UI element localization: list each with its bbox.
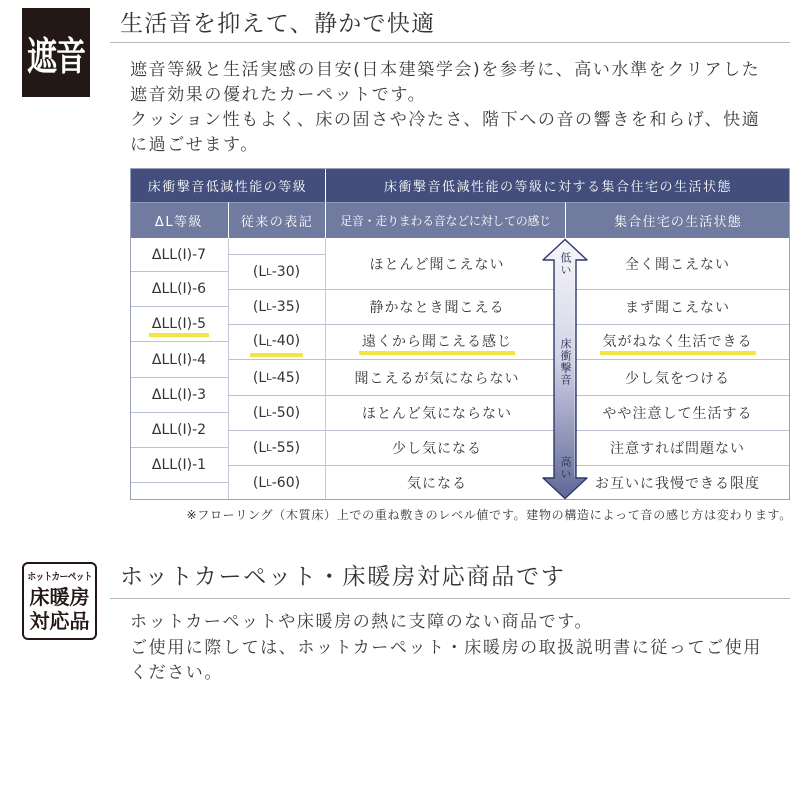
description-line: 遮音効果の優れたカーペットです。 [130,85,427,105]
living-condition-cell: まず聞こえない [565,290,790,325]
perception-cell: ほとんど聞こえない [325,238,565,290]
description-line: ご使用に際しては、ホットカーペット・床暖房の取扱説明書に従ってご使用 [130,638,762,658]
sound-insulation-badge [22,8,90,97]
badge-line-compatible: 対応品 [29,608,90,633]
legacy-notation-cell [228,325,325,360]
sound-insulation-badge-label: 遮音 [27,34,85,80]
badge-line-floor-heating: 床暖房 [29,584,90,609]
perception-value: 遠くから聞こえる感じ [362,334,512,350]
highlighted-text [253,332,300,353]
living-condition-cell: やや注意して生活する [565,396,790,431]
legacy-notation-subscript: L [266,407,272,419]
highlight-marker [600,351,756,355]
description-line: ホットカーペットや床暖房の熱に支障のない商品です。 [130,612,594,632]
description-line: 遮音等級と生活実感の目安(日本建築学会)を参考に、高い水準をクリアした [130,60,761,80]
living-condition-cell: 全く聞こえない [565,238,790,290]
sound-section-title: 生活音を抑えて、静かで快適 [120,11,436,37]
perception-cell: 気になる [407,476,467,492]
column-header-living-condition: 集合住宅の生活状態 [565,202,790,238]
living-condition-cell: お互いに我慢できる限度 [595,476,760,492]
delta-l-cell: ΔLL(I)-3 [130,378,228,413]
empty-cell [228,238,325,255]
legacy-notation-close: -30) [271,264,301,280]
legacy-notation-close: -45) [271,369,301,386]
legacy-notation-close: -60) [271,475,301,491]
empty-cell [130,483,228,500]
delta-l-cell: ΔLL(I)-1 [130,448,228,483]
legacy-notation-open: (L [252,264,267,280]
column-header-perception: 足音・走りまわる音などに対しての感じ [325,202,565,238]
badge-line-hot-carpet: ホットカーペット [27,571,92,583]
legacy-notation-cell [228,290,325,325]
living-condition-cell: 注意すれば問題ない [565,431,790,466]
living-condition-cell [565,325,790,360]
perception-cell: ほとんど気にならない [325,396,565,431]
legacy-notation-cell [228,360,325,396]
sound-section-divider [110,42,790,43]
legacy-notation-close: -50) [271,405,301,421]
sound-rating-table [130,168,790,500]
legacy-notation-subscript: L [266,301,272,313]
legacy-notation-cell [228,255,325,290]
delta-l-cell: ΔLL(I)-7 [130,238,228,272]
perception-cell [325,325,565,360]
highlighted-text [362,333,512,351]
description-line: に過ごせます。 [130,135,259,155]
legacy-notation-cell [228,466,325,500]
legacy-notation-cell [228,431,325,466]
legacy-notation-open: (L [252,332,267,349]
legacy-notation-close: -55) [271,440,301,456]
perception-cell: 静かなとき聞こえる [325,290,565,325]
legacy-notation-subscript: L [266,372,272,383]
delta-l-value: ΔLL(I)-5 [151,316,207,332]
highlight-marker [250,353,303,357]
legacy-notation-open: (L [252,299,267,315]
arrow-label-high: 高い [559,456,572,480]
floor-heating-compatible-badge [22,562,97,640]
table-group-header-rating: 床衝撃音低減性能の等級 [130,168,325,202]
highlight-marker [359,351,515,355]
highlighted-text [152,315,206,333]
column-header-legacy-notation: 従来の表記 [228,202,325,238]
heating-section-divider [110,598,790,599]
arrow-label-low: 低い [559,252,572,276]
delta-l-cell: ΔLL(I)-2 [130,413,228,448]
delta-l-cell: ΔLL(I)-4 [130,342,228,378]
perception-cell: 聞こえるが気にならない [325,360,565,396]
arrow-label-impact-sound: 床衝撃音 [559,338,572,386]
description-line: ください。 [130,663,223,683]
legacy-notation-subscript: L [266,442,272,454]
heating-section-title: ホットカーペット・床暖房対応商品です [120,564,566,590]
legacy-notation-subscript: L [266,266,272,278]
table-footnote: ※フローリング（木質床）上での重ね敷きのレベル値です。建物の構造によって音の感じ方は変わります。 [186,508,792,522]
legacy-notation-close: -40) [271,332,301,349]
legacy-notation-open: (L [252,475,267,491]
legacy-notation-open: (L [252,405,267,421]
legacy-notation-close: -35) [271,299,301,315]
living-condition-value: 気がねなく生活できる [602,334,753,350]
highlight-marker [149,333,209,337]
delta-l-cell [130,307,228,342]
living-condition-cell: 少し気をつける [565,360,790,396]
highlighted-text [603,333,753,351]
description-line: クッション性もよく、床の固さや冷たさ、階下への音の響きを和らげ、快適 [130,110,761,130]
delta-l-cell: ΔLL(I)-6 [130,272,228,307]
legacy-notation-open: (L [252,440,267,456]
legacy-notation-subscript: L [266,337,272,349]
perception-cell: 少し気になる [325,431,565,466]
legacy-notation-subscript: L [266,477,272,489]
column-header-delta-l: ΔL等級 [130,202,228,238]
table-group-header-living-status: 床衝撃音低減性能の等級に対する集合住宅の生活状態 [325,168,790,202]
legacy-notation-open: (L [252,369,267,386]
legacy-notation-cell [228,396,325,431]
table-body [130,238,790,500]
